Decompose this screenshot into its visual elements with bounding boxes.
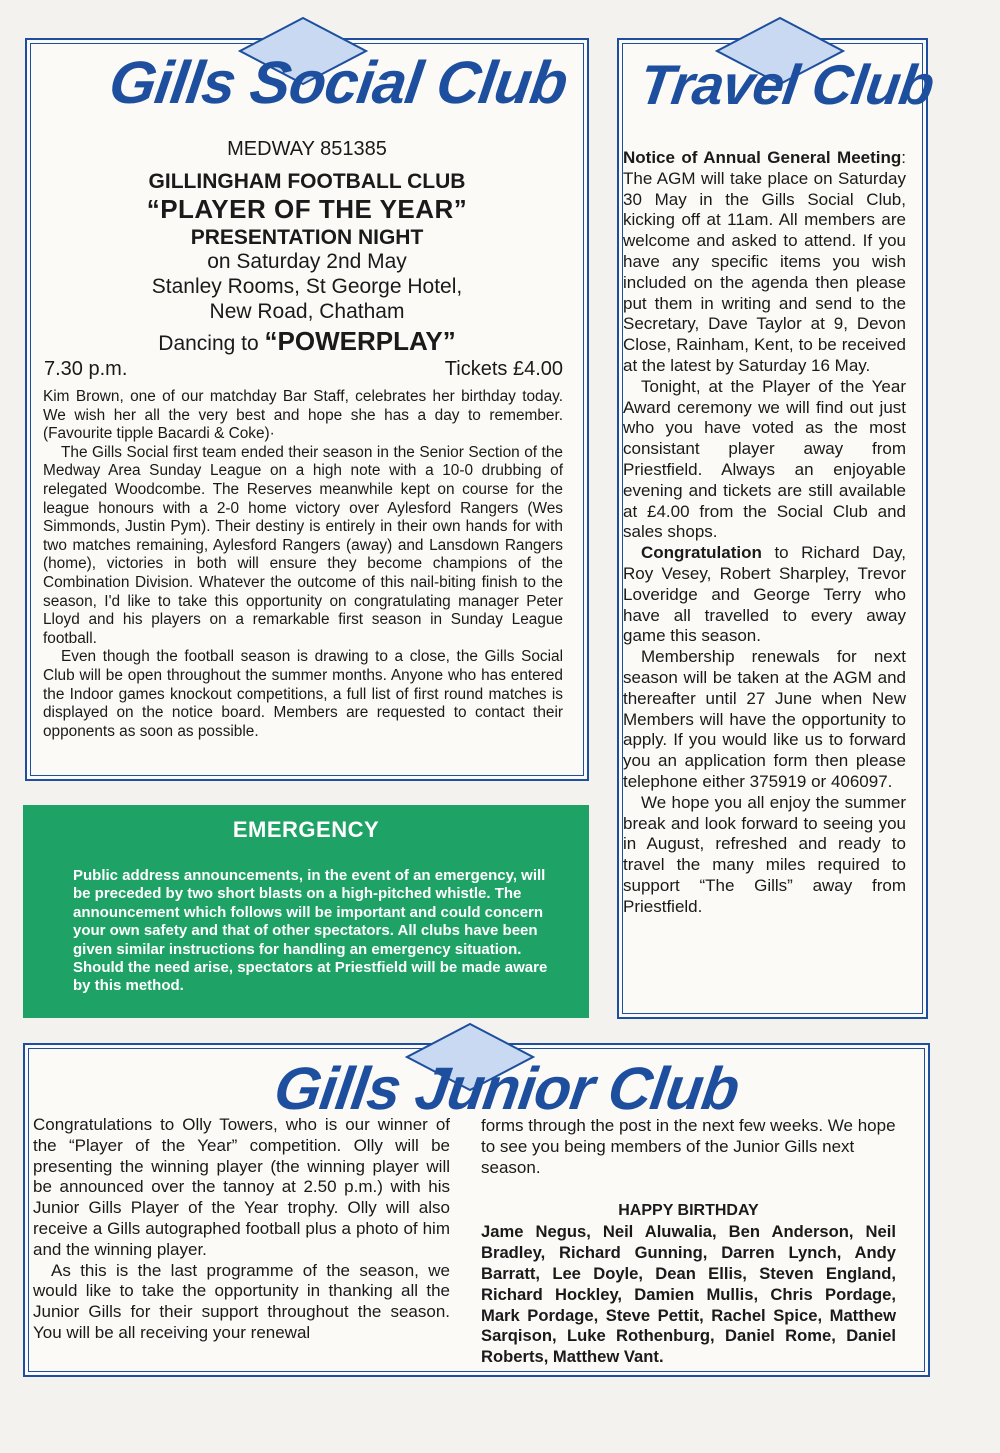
congrats-text: to Richard Day, Roy Vesey, Robert Sharpley, Trevor Loveridge and George Terry who have all travelled to every away game this season. xyxy=(623,543,906,646)
dancing-prefix: Dancing to xyxy=(158,332,265,355)
social-club-award: “PLAYER OF THE YEAR” xyxy=(146,194,468,224)
band-name: “POWERPLAY” xyxy=(264,326,456,356)
social-club-date: on Saturday 2nd May xyxy=(207,250,407,273)
social-club-title: Gills Social Club xyxy=(105,49,572,116)
junior-paragraph: Congratulations to Olly Towers, who is our winner of the “Player of the Year” competition. Olly will be presenting the winning player (the winning player will be announced over the tannoy at 2.50 p.m.) with his Junior Gills Player of the Year trophy. Olly will also receive a Gills autographed football plus a photo of him and the winning player. xyxy=(33,1115,450,1259)
junior-club-title: Gills Junior Club xyxy=(270,1055,743,1122)
closing-paragraph: We hope you all enjoy the summer break and look forward to seeing you in August, refreshed and ready to travel the many miles required to support “The Gills” away from Priestfield. xyxy=(623,792,906,916)
ticket-price: Tickets £4.00 xyxy=(444,358,563,380)
junior-paragraph: forms through the post in the next few weeks. We hope to see you being members of the Junior Gills next season. xyxy=(481,1116,896,1177)
birthday-heading: HAPPY BIRTHDAY xyxy=(618,1202,759,1220)
emergency-text: Public address announcements, in the event of an emergency, will be preceded by two short blasts on a high-pitched whistle. The announcement which follows will be important and could concern your own safety and that of other spectators. All clubs have been given similar instructions for handling an emergency situation. Should the need arise, spectators at Priestfield will be made aware by this method. xyxy=(73,867,548,995)
social-club-event: PRESENTATION NIGHT xyxy=(190,226,424,249)
social-club-address: New Road, Chatham xyxy=(209,300,405,323)
social-paragraph: The Gills Social first team ended their season in the Senior Section of the Medway Area Sunday League on a high note with a 10-0 drubbing of relegated Woodcombe. The Reserves meanwhile kept on course for the league honours with a 2-0 home victory over Aylesford Rangers (Wes Simmonds, Justin Pym). Their destiny is entirely in their own hands for with two matches remaining, Aylesford Rangers (away) and Lansdown Rangers (home), victories in both will ensure they become champions of the Combination Division. Whatever the outcome of this nail-biting finish to the season, I'd like to take this opportunity on congratulating manager Peter Lloyd and his players on a remarkable first season in Sunday League football. xyxy=(43,443,563,647)
agm-notice xyxy=(623,148,906,377)
congrats-heading: Congratulation xyxy=(641,543,762,563)
agm-notice-text: : The AGM will take place on Saturday 30 May in the Gills Social Club, kicking off at 11am. All members are welcome and asked to attend. If you have any specific items you wish included on the agenda then please put them in writing and send to the Secretary, Dave Taylor at 9, Devon Close, Rainham, Kent, to be received at the latest by Saturday 16 May. xyxy=(623,148,906,375)
emergency-box xyxy=(23,805,589,1018)
tonight-paragraph: Tonight, at the Player of the Year Award ceremony we will find out just who you have voted as the most consistant player away from Priestfield. Always an enjoyable evening and tickets are still available at £4.00 from the Social Club and sales shops. xyxy=(623,376,906,542)
social-paragraph: Even though the football season is drawing to a close, the Gills Social Club will be open throughout the summer months. Anyone who has entered the Indoor games knockout competitions, a full list of first round matches is displayed on the notice board. Members are requested to contact their opponents as soon as possible. xyxy=(43,648,563,740)
junior-club-right-column xyxy=(481,1116,896,1368)
travel-club-title: Travel Club xyxy=(635,53,938,116)
social-club-venue: Stanley Rooms, St George Hotel, xyxy=(151,275,463,298)
event-time: 7.30 p.m. xyxy=(44,358,128,380)
emergency-heading: EMERGENCY xyxy=(232,817,380,842)
junior-paragraph: As this is the last programme of the season, we would like to take the opportunity in thanking all the Junior Gills for their support throughout the season. You will be all receiving your renewal xyxy=(33,1260,450,1342)
social-club-phone: MEDWAY 851385 xyxy=(227,138,387,160)
membership-paragraph: Membership renewals for next season will be taken at the AGM and thereafter until 27 June when New Members will have the opportunity to apply. If you would like us to forward you an application form then please telephone either 375919 or 406097. xyxy=(623,647,906,791)
social-club-dancing xyxy=(25,326,589,357)
junior-club-left-column xyxy=(33,1115,450,1344)
social-club-club-name: GILLINGHAM FOOTBALL CLUB xyxy=(148,170,466,193)
congrats-paragraph xyxy=(623,543,906,647)
social-club-body xyxy=(43,388,563,741)
birthday-names: Jame Negus, Neil Aluwalia, Ben Anderson, Neil Bradley, Richard Gunning, Darren Lynch, Andy Barratt, Lee Doyle, Dean Ellis, Steven England, Richard Hockley, Damien Mullis, Chris Pordage, Mark Pordage, Steve Pettit, Rachel Spice, Matthew Sarqison, Luke Rothenburg, Daniel Rome, Daniel Roberts, Matthew Vant. xyxy=(481,1222,896,1367)
social-paragraph: Kim Brown, one of our matchday Bar Staff, celebrates her birthday today. We wish her all the very best and hope she has a day to remember. (Favourite tipple Bacardi & Coke)· xyxy=(43,388,563,443)
travel-club-body xyxy=(623,148,906,917)
agm-notice-heading: Notice of Annual General Meeting xyxy=(623,148,902,167)
